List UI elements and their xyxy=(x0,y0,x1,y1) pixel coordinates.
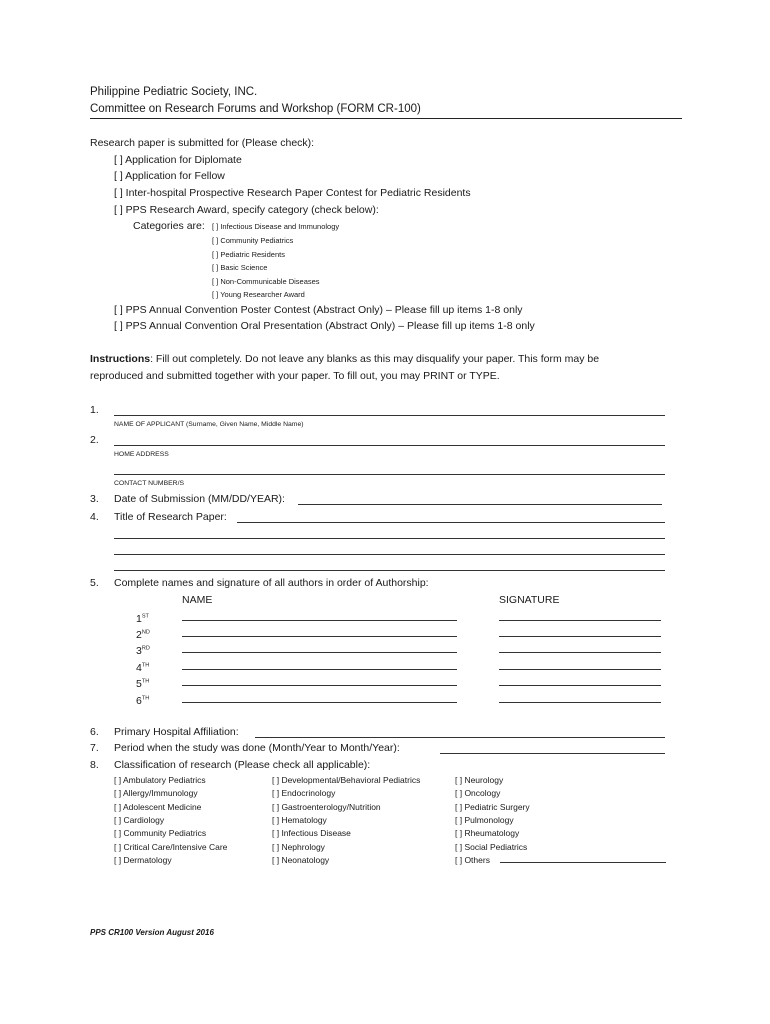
author-ordinal-suffix: RD xyxy=(141,645,150,652)
classification-checkbox-col3[interactable]: [ ] Pediatric Surgery xyxy=(455,801,530,812)
research-title-field-3[interactable] xyxy=(114,554,665,555)
classification-checkbox-col2[interactable]: [ ] Developmental/Behavioral Pediatrics xyxy=(272,775,421,785)
classification-checkbox-col2[interactable]: [ ] Infectious Disease xyxy=(272,828,351,839)
author-ordinal-suffix: ST xyxy=(141,613,149,620)
affiliation-field[interactable] xyxy=(255,737,665,738)
classification-checkbox-col2[interactable]: [ ] Neonatology xyxy=(272,854,330,865)
classification-checkbox-col3[interactable]: [ ] Pulmonology xyxy=(455,814,514,825)
author-ordinal-suffix: ND xyxy=(141,629,150,636)
classification-checkbox-col3[interactable]: [ ] Rheumatology xyxy=(455,828,520,839)
category-basic-science-checkbox[interactable]: [ ] Basic Science xyxy=(212,263,268,272)
option-interhospital-checkbox[interactable]: [ ] Inter-hospital Prospective Research Paper Contest for Pediatric Residents xyxy=(114,187,471,199)
item-number-7: 7. xyxy=(90,742,99,754)
organization-name: Philippine Pediatric Society, INC. xyxy=(90,86,258,98)
classification-checkbox-col2[interactable]: [ ] Gastroenterology/Nutrition xyxy=(272,801,381,812)
authors-label: Complete names and signature of all authors in order of Authorship: xyxy=(114,577,429,589)
date-submission-label: Date of Submission (MM/DD/YEAR): xyxy=(114,493,285,505)
classification-checkbox-col2[interactable]: [ ] Endocrinology xyxy=(272,788,336,799)
author-ordinal xyxy=(136,695,149,707)
item-number-6: 6. xyxy=(90,726,99,738)
classification-checkbox-col3[interactable]: [ ] Social Pediatrics xyxy=(455,841,528,852)
applicant-name-field[interactable] xyxy=(114,415,665,416)
option-oral-checkbox[interactable]: [ ] PPS Annual Convention Oral Presentation (Abstract Only) – Please fill up items 1-8 only xyxy=(114,320,535,332)
author-ordinal-number: 6 xyxy=(136,695,142,707)
author-ordinal-suffix: TH xyxy=(141,695,150,702)
author-ordinal xyxy=(136,678,149,690)
form-version: PPS CR100 Version August 2016 xyxy=(90,928,214,937)
classification-checkbox-col3[interactable]: [ ] Others xyxy=(455,854,490,865)
option-diplomate-checkbox[interactable]: [ ] Application for Diplomate xyxy=(114,154,242,166)
home-address-caption: HOME ADDRESS xyxy=(114,451,169,458)
category-community-checkbox[interactable]: [ ] Community Pediatrics xyxy=(212,236,294,245)
author-name-field[interactable] xyxy=(182,685,457,686)
author-ordinal-suffix: TH xyxy=(141,678,150,685)
classification-checkbox-col1[interactable]: [ ] Ambulatory Pediatrics xyxy=(114,775,206,785)
author-signature-field[interactable] xyxy=(499,669,661,670)
home-address-field[interactable] xyxy=(114,445,665,446)
classification-checkbox-col1[interactable]: [ ] Critical Care/Intensive Care xyxy=(114,841,228,852)
item-number-8: 8. xyxy=(90,759,99,771)
classification-checkbox-col1[interactable]: [ ] Adolescent Medicine xyxy=(114,801,202,812)
item-number-4: 4. xyxy=(90,511,99,523)
instructions-text xyxy=(90,353,599,365)
study-period-label: Period when the study was done (Month/Year to Month/Year): xyxy=(114,742,400,754)
author-signature-field[interactable] xyxy=(499,702,661,703)
author-ordinal-number: 2 xyxy=(136,629,142,641)
classification-checkbox-col2[interactable]: [ ] Hematology xyxy=(272,814,327,825)
contact-number-field[interactable] xyxy=(114,474,665,475)
categories-label: Categories are: xyxy=(133,220,205,232)
author-name-field[interactable] xyxy=(182,620,457,621)
item-number-1: 1. xyxy=(90,404,99,416)
applicant-name-caption: NAME OF APPLICANT (Surname, Given Name, Middle Name) xyxy=(114,421,304,428)
category-young-researcher-checkbox[interactable]: [ ] Young Researcher Award xyxy=(212,290,305,299)
option-fellow-checkbox[interactable]: [ ] Application for Fellow xyxy=(114,170,225,182)
research-title-field-1[interactable] xyxy=(237,522,665,523)
classification-checkbox-col1[interactable]: [ ] Allergy/Immunology xyxy=(114,788,198,799)
option-research-award-checkbox[interactable]: [ ] PPS Research Award, specify category (check below): xyxy=(114,204,379,216)
author-ordinal xyxy=(136,662,149,674)
option-poster-checkbox[interactable]: [ ] PPS Annual Convention Poster Contest (Abstract Only) – Please fill up items 1-8 only xyxy=(114,304,523,316)
author-signature-field[interactable] xyxy=(499,620,661,621)
classification-checkbox-col1[interactable]: [ ] Dermatology xyxy=(114,854,172,865)
classification-checkbox-col1[interactable]: [ ] Community Pediatrics xyxy=(114,828,207,839)
category-residents-checkbox[interactable]: [ ] Pediatric Residents xyxy=(212,250,285,259)
author-signature-column-header: SIGNATURE xyxy=(499,594,560,606)
category-infectious-checkbox[interactable]: [ ] Infectious Disease and Immunology xyxy=(212,222,340,231)
item-number-5: 5. xyxy=(90,577,99,589)
category-ncd-checkbox[interactable]: [ ] Non-Communicable Diseases xyxy=(212,277,320,286)
item-number-3: 3. xyxy=(90,493,99,505)
author-ordinal-number: 3 xyxy=(136,645,142,657)
author-ordinal-number: 4 xyxy=(136,662,142,674)
classification-checkbox-col3[interactable]: [ ] Neurology xyxy=(455,775,504,785)
form-title: Committee on Research Forums and Workshop (FORM CR-100) xyxy=(90,103,421,115)
author-ordinal xyxy=(136,629,150,641)
author-ordinal-suffix: TH xyxy=(141,662,150,669)
instructions-line2: reproduced and submitted together with your paper. To fill out, you may PRINT or TYPE. xyxy=(90,370,500,382)
author-ordinal-number: 5 xyxy=(136,678,142,690)
research-title-field-2[interactable] xyxy=(114,538,665,539)
author-ordinal-number: 1 xyxy=(136,613,142,625)
classification-label: Classification of research (Please check all applicable): xyxy=(114,759,371,771)
research-title-label: Title of Research Paper: xyxy=(114,511,227,523)
instructions-label: Instructions xyxy=(90,353,151,365)
header-divider xyxy=(90,118,682,119)
instructions-line1: : Fill out completely. Do not leave any blanks as this may disqualify your paper. This form may be xyxy=(150,353,600,365)
author-signature-field[interactable] xyxy=(499,636,661,637)
classification-checkbox-col1[interactable]: [ ] Cardiology xyxy=(114,814,165,825)
author-name-field[interactable] xyxy=(182,636,457,637)
author-ordinal xyxy=(136,645,150,657)
author-name-field[interactable] xyxy=(182,702,457,703)
author-signature-field[interactable] xyxy=(499,685,661,686)
author-signature-field[interactable] xyxy=(499,652,661,653)
classification-checkbox-col2[interactable]: [ ] Nephrology xyxy=(272,841,325,852)
contact-number-caption: CONTACT NUMBER/S xyxy=(114,480,184,487)
author-name-field[interactable] xyxy=(182,669,457,670)
research-title-field-4[interactable] xyxy=(114,570,665,571)
date-submission-field[interactable] xyxy=(298,504,662,505)
classification-checkbox-col3[interactable]: [ ] Oncology xyxy=(455,788,501,799)
others-specify-field[interactable] xyxy=(500,862,666,863)
author-name-column-header: NAME xyxy=(182,594,213,606)
author-ordinal xyxy=(136,613,149,625)
study-period-field[interactable] xyxy=(440,753,665,754)
item-number-2: 2. xyxy=(90,434,99,446)
affiliation-label: Primary Hospital Affiliation: xyxy=(114,726,239,738)
author-name-field[interactable] xyxy=(182,652,457,653)
submission-intro: Research paper is submitted for (Please check): xyxy=(90,137,315,149)
